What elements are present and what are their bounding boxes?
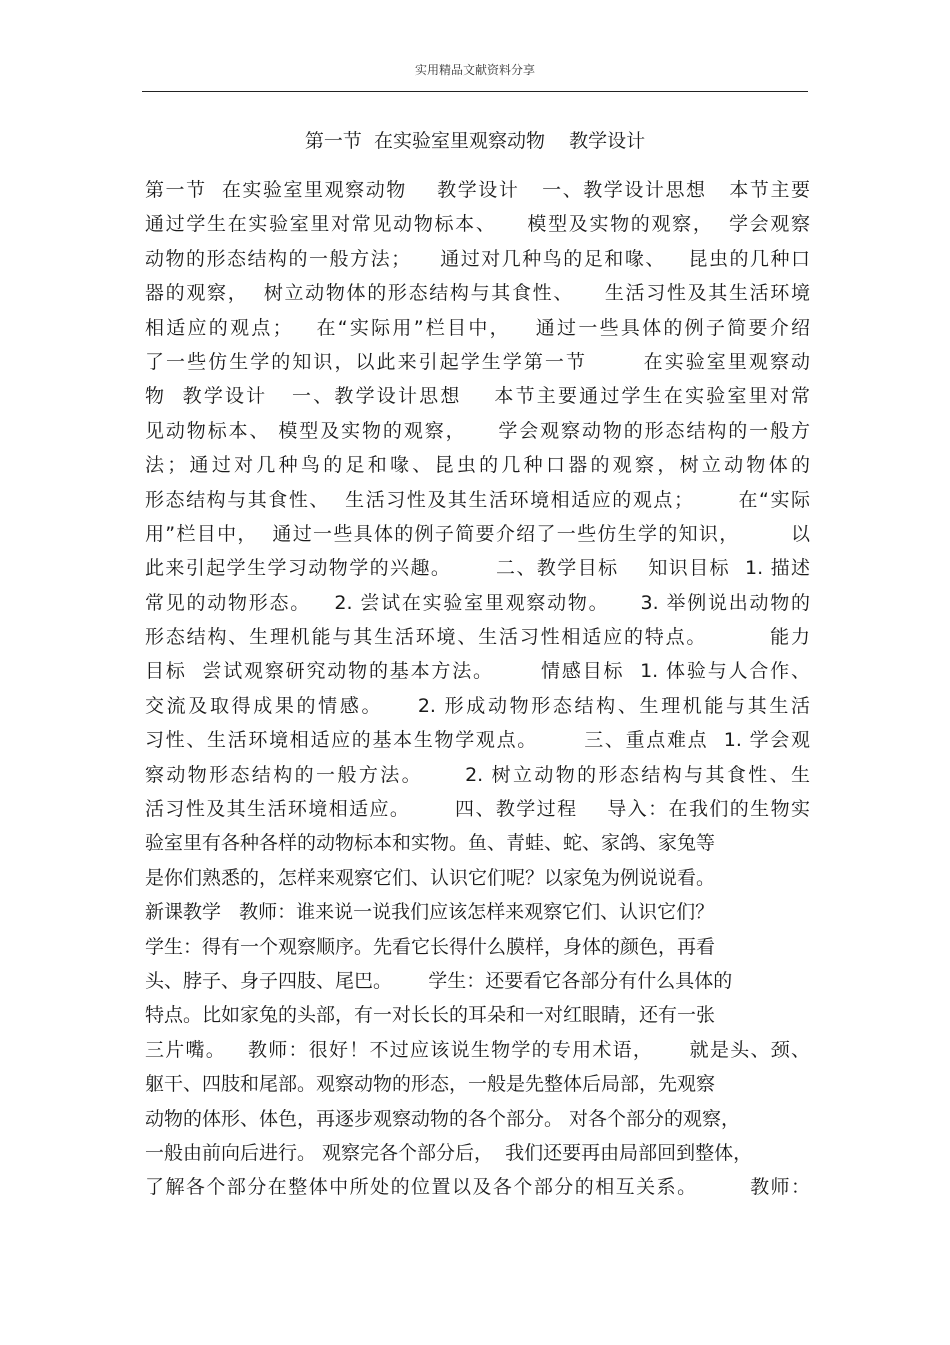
body-line: 了解各个部分在整体中所处的位置以及各个部分的相互关系。 教师：: [145, 1176, 810, 1199]
body-line: 特点。比如家兔的头部，有一对长长的耳朵和一对红眼睛，还有一张: [145, 1004, 716, 1027]
body-line: 一般由前向后进行。 观察完各个部分后， 我们还要再由局部回到整体，: [145, 1141, 753, 1164]
body-line: 头、脖子、身子四肢、尾巴。 学生：还要看它各部分有什么具体的: [145, 969, 733, 992]
body-line: 躯干、四肢和尾部。观察动物的形态，一般是先整体后局部，先观察: [145, 1073, 716, 1096]
body-line: 形态结构、生理机能与其生活环境、生活习性相适应的特点。 能力: [145, 626, 810, 649]
body-line: 法；通过对几种鸟的足和喙、昆虫的几种口器的观察，树立动物体的: [145, 454, 810, 477]
body-line: 物 教学设计 一、教学设计思想 本节主要通过学生在实验室里对常: [145, 385, 810, 408]
body-line: 用”栏目中， 通过一些具体的例子简要介绍了一些仿生学的知识， 以: [145, 522, 810, 545]
header-divider: [142, 91, 808, 92]
document-title: 第一节 在实验室里观察动物 教学设计: [304, 130, 646, 152]
body-line: 三片嘴。 教师：很好！不过应该说生物学的专用术语， 就是头、颈、: [145, 1038, 810, 1061]
page-header: 实用精品文献资料分享: [414, 63, 535, 77]
body-line: 学生：得有一个观察顺序。先看它长得什么膜样，身体的颜色，再看: [145, 935, 716, 958]
body-line: 常见的动物形态。 2. 尝试在实验室里观察动物。 3. 举例说出动物的: [145, 591, 810, 614]
body-line: 通过学生在实验室里对常见动物标本、 模型及实物的观察， 学会观察: [145, 213, 810, 236]
body-line: 动物的体形、体色，再逐步观察动物的各个部分。 对各个部分的观察，: [145, 1107, 741, 1130]
body-text: [145, 173, 810, 1205]
body-line: 相适应的观点； 在“实际用”栏目中， 通过一些具体的例子简要介绍: [145, 316, 810, 339]
body-line: 目标 尝试观察研究动物的基本方法。 情感目标 1. 体验与人合作、: [145, 660, 810, 683]
body-line: 习性、生活环境相适应的基本生物学观点。 三、重点难点 1. 学会观: [145, 729, 810, 752]
body-line: 器的观察， 树立动物体的形态结构与其食性、 生活习性及其生活环境: [145, 282, 810, 305]
body-line: 察动物形态结构的一般方法。 2. 树立动物的形态结构与其食性、生: [145, 763, 810, 786]
body-line: 第一节 在实验室里观察动物 教学设计 一、教学设计思想 本节主要: [145, 179, 810, 201]
body-line: 见动物标本、 模型及实物的观察， 学会观察动物的形态结构的一般方: [145, 419, 810, 442]
body-line: 动物的形态结构的一般方法； 通过对几种鸟的足和喙、 昆虫的几种口: [145, 247, 810, 270]
body-line: 了一些仿生学的知识，以此来引起学生学第一节 在实验室里观察动: [145, 350, 810, 373]
body-line: 活习性及其生活环境相适应。 四、教学过程 导入：在我们的生物实: [145, 798, 810, 821]
body-line: 此来引起学生学习动物学的兴趣。 二、教学目标 知识目标 1. 描述: [145, 557, 810, 580]
body-line: 新课教学 教师：谁来说一说我们应该怎样来观察它们、认识它们？: [145, 901, 715, 924]
body-line: 验室里有各种各样的动物标本和实物。鱼、青蛙、蛇、家鸽、家兔等: [145, 832, 716, 855]
body-line: 形态结构与其食性、 生活习性及其生活环境相适应的观点； 在“实际: [145, 488, 810, 511]
body-line: 交流及取得成果的情感。 2. 形成动物形态结构、生理机能与其生活: [145, 694, 810, 717]
body-line: 是你们熟悉的，怎样来观察它们、认识它们呢？以家兔为例说说看。: [145, 866, 716, 889]
